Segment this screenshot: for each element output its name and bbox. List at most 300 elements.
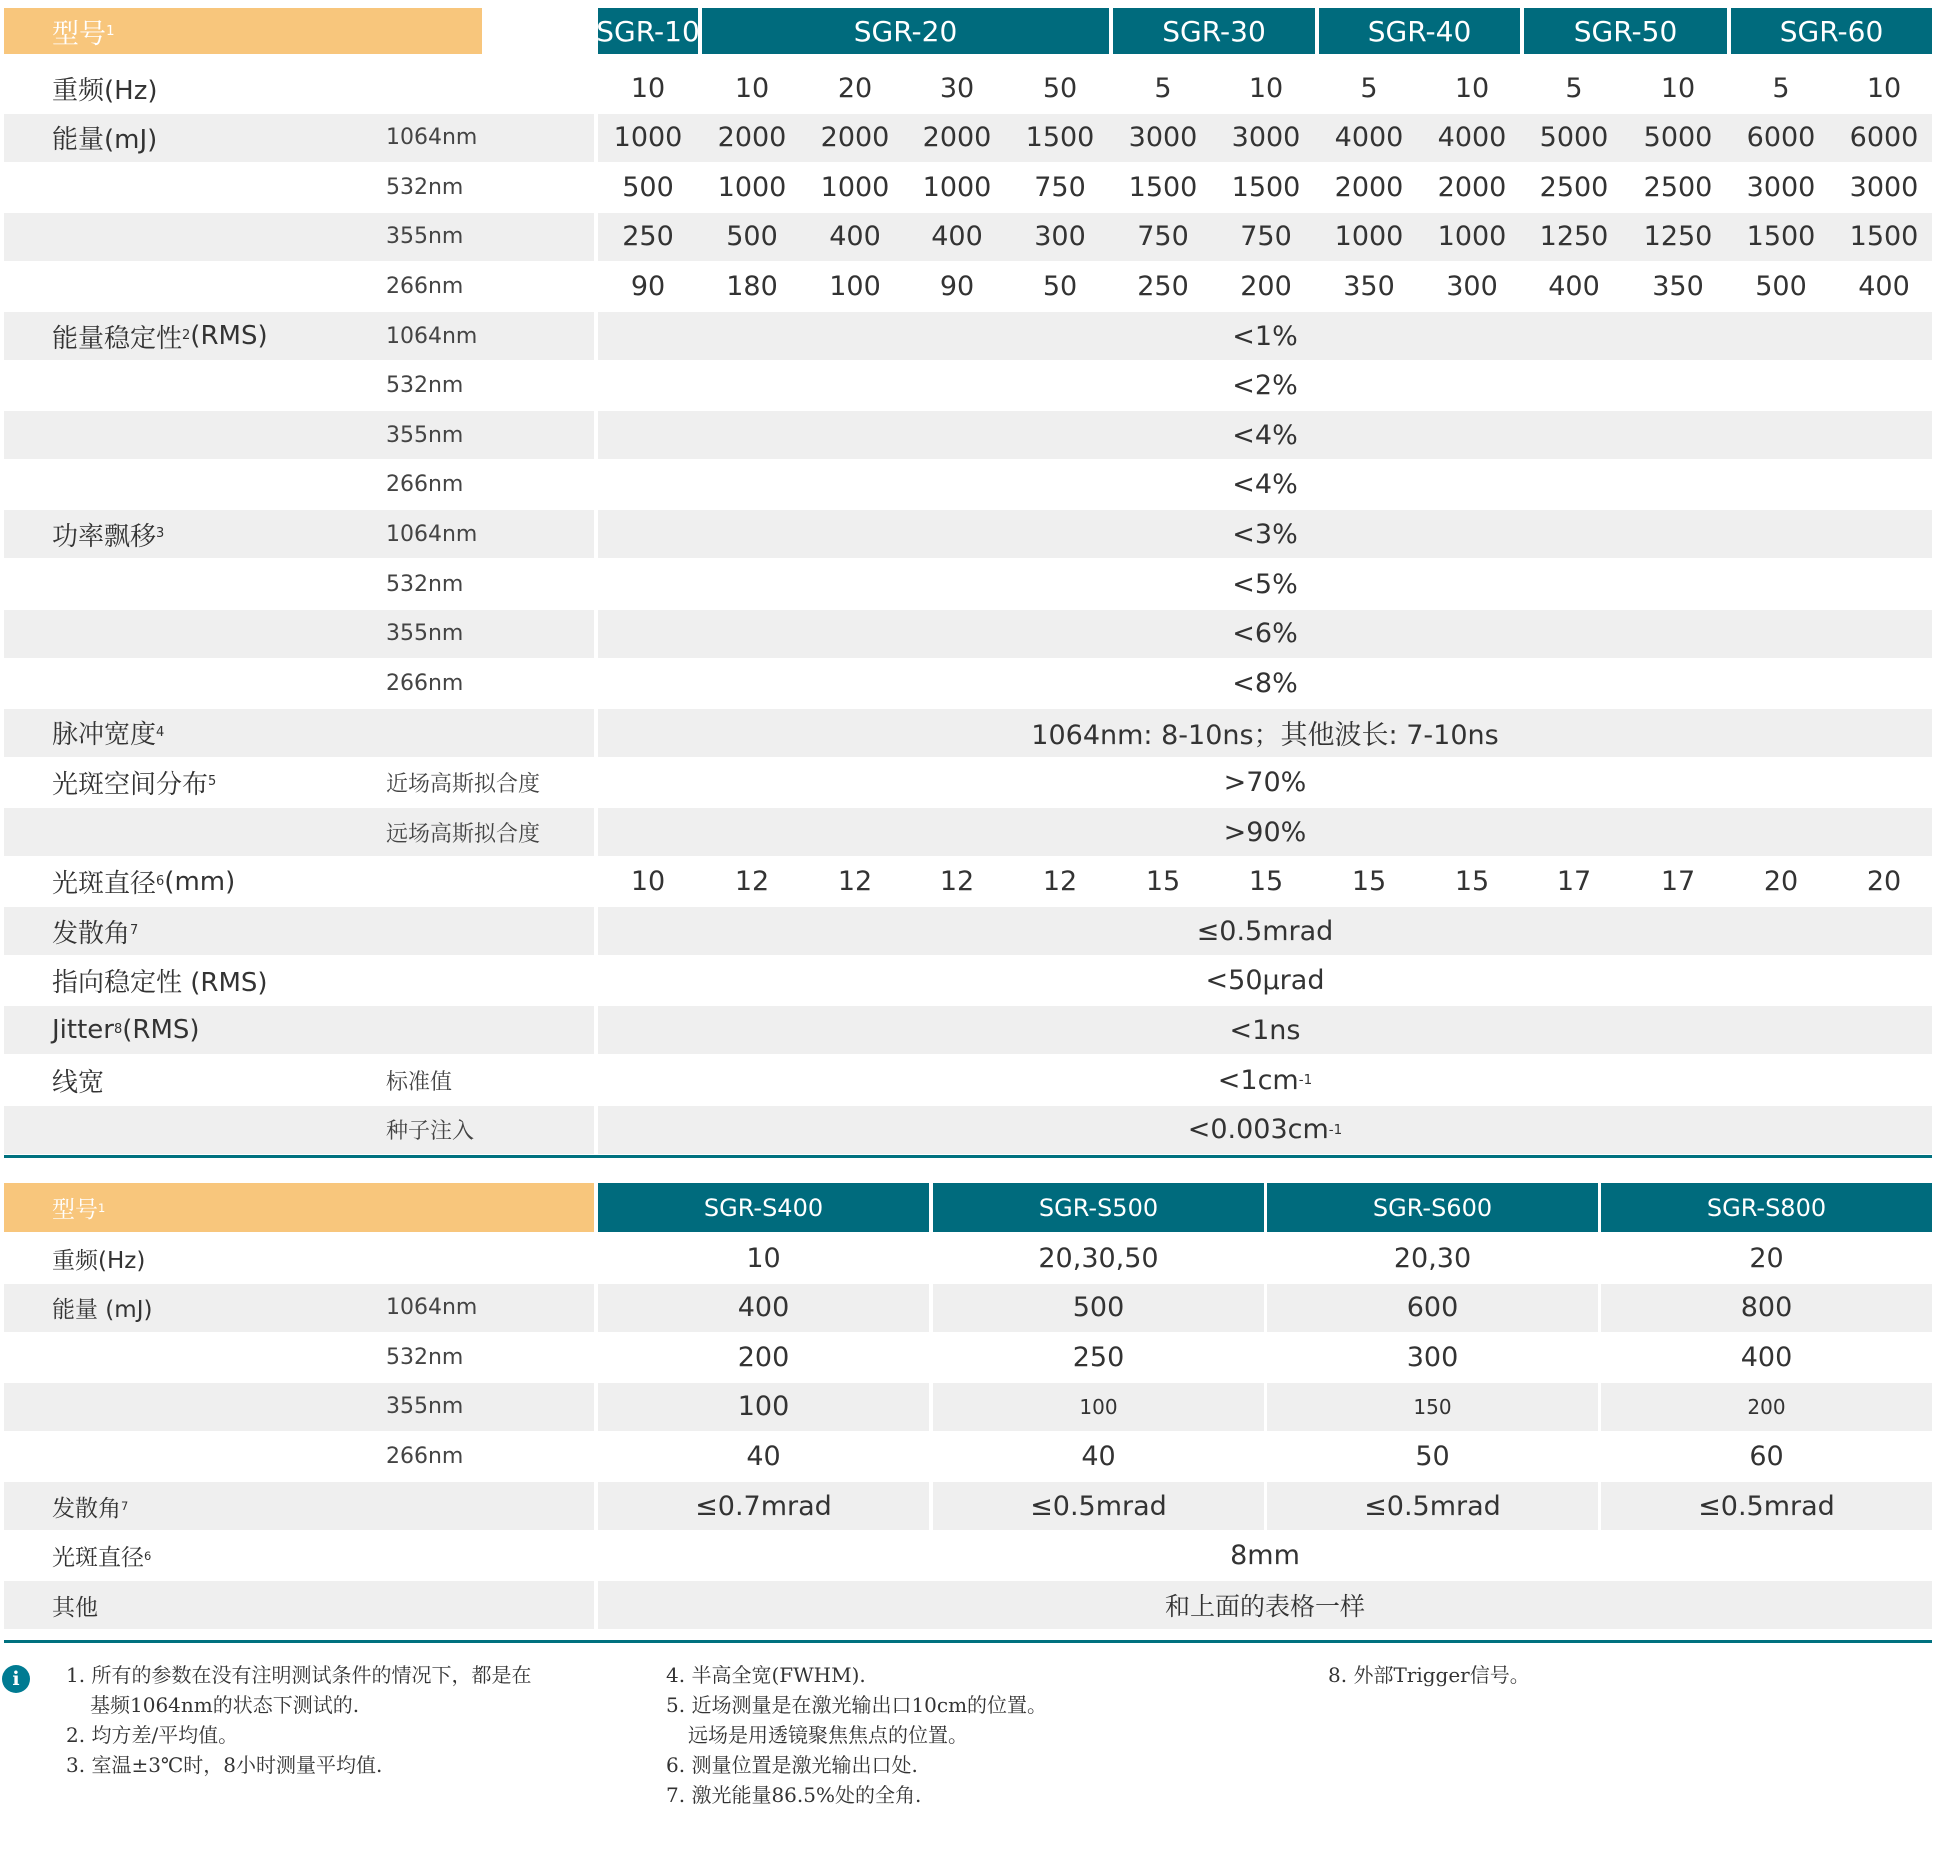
footnote-line: 5. 近场测量是在激光输出口10cm的位置。 [666, 1693, 1048, 1717]
value-cell [1267, 1234, 1598, 1282]
row-label-text: 重频(Hz) [52, 1247, 146, 1274]
row-label-text: 脉冲宽度 [52, 720, 157, 751]
value-text: 2000 [922, 122, 992, 154]
row-sublabel-text: 1064nm [386, 1295, 478, 1321]
value-cell [907, 64, 1007, 112]
value-text: 10 [630, 866, 666, 898]
value-cell [1267, 1333, 1598, 1381]
value-text: 250 [1072, 1341, 1125, 1373]
row-sublabel-text: 标准值 [386, 1069, 453, 1095]
value-cell [1319, 213, 1419, 261]
row-label: 功率飘移 3 [4, 510, 384, 558]
model-header-text: SGR-50 [1573, 14, 1678, 48]
row-label [4, 411, 384, 459]
row-label [4, 1333, 384, 1381]
span-value-cell [598, 957, 1932, 1005]
model-header-text: SGR-60 [1779, 14, 1884, 48]
value-text: 1500 [1849, 221, 1919, 253]
span-value-text: 和上面的表格一样 [1164, 1592, 1365, 1622]
span-value-text: 1064nm: 8-10ns；其他波长: 7-10ns [1031, 720, 1499, 752]
value-text: 500 [1755, 270, 1807, 302]
value-cell [1422, 163, 1522, 211]
footnote-line: 3. 室温±3℃时，8小时测量平均值. [66, 1753, 383, 1777]
value-text: 350 [1343, 270, 1395, 302]
value-cell [1834, 262, 1934, 310]
model-header-text: SGR-S600 [1372, 1193, 1493, 1222]
value-cell [1601, 1333, 1932, 1381]
row-sublabel-text: 266nm [386, 472, 464, 498]
row-label-text: 其他 [52, 1594, 98, 1621]
value-text: 12 [1042, 866, 1078, 898]
span-value-text: <4% [1232, 469, 1298, 501]
span-value-text: <1ns [1229, 1014, 1301, 1046]
value-text: 10 [1248, 72, 1284, 104]
value-text: 2000 [820, 122, 890, 154]
row-label-text: 能量稳定性 [52, 323, 183, 354]
row-label [4, 610, 384, 658]
row-label: 发散角 7 [4, 1482, 384, 1530]
value-text: 17 [1556, 866, 1592, 898]
value-text: 10 [734, 72, 770, 104]
value-text: 5 [1360, 72, 1378, 104]
row-sublabel [386, 114, 586, 162]
footnote-line: 7. 激光能量86.5%处的全角. [666, 1783, 922, 1807]
value-text: ≤0.5mrad [1030, 1490, 1167, 1522]
info-icon: i [2, 1665, 30, 1693]
value-text: 1500 [1746, 221, 1816, 253]
value-text: 200 [1747, 1394, 1786, 1419]
row-label-tail: (RMS) [122, 1015, 200, 1046]
value-text: 50 [1415, 1440, 1450, 1472]
value-text: 4000 [1334, 122, 1404, 154]
row-label-text: 线宽 [52, 1067, 105, 1098]
value-text: 20 [837, 72, 873, 104]
row-sublabel-text: 266nm [386, 1443, 464, 1469]
row-sublabel [386, 610, 586, 658]
value-cell [907, 114, 1007, 162]
row-label: 能量稳定性 2 (RMS) [4, 312, 384, 360]
value-text: 5 [1154, 72, 1172, 104]
row-label-text: 功率飘移 [52, 521, 157, 552]
value-cell [1216, 262, 1316, 310]
value-cell [1267, 1482, 1598, 1530]
value-text: 17 [1660, 866, 1696, 898]
value-text: 3000 [1746, 171, 1816, 203]
value-cell [907, 858, 1007, 906]
value-cell [933, 1432, 1264, 1480]
value-cell [805, 262, 905, 310]
footnote-line: 1. 所有的参数在没有注明测试条件的情况下，都是在 [66, 1663, 532, 1687]
value-text: 400 [829, 221, 881, 253]
value-text: 400 [1858, 270, 1910, 302]
row-label-text: 光斑空间分布 [52, 769, 209, 800]
row-label [4, 1383, 384, 1431]
row-sublabel [386, 808, 586, 856]
header-model-label: 型号 1 [4, 1183, 594, 1232]
value-cell [933, 1333, 1264, 1381]
value-cell [933, 1234, 1264, 1282]
value-cell [598, 213, 698, 261]
value-text: 1000 [613, 122, 683, 154]
footnote-line: 基频1064nm的状态下测试的. [90, 1693, 360, 1717]
value-text: 60 [1749, 1440, 1784, 1472]
row-sublabel-text: 355nm [386, 224, 464, 250]
span-value-cell [598, 560, 1932, 608]
header-model-text: 型号 [52, 18, 106, 50]
value-text: 300 [1034, 221, 1086, 253]
value-cell [1010, 858, 1110, 906]
row-sublabel-text: 355nm [386, 422, 464, 448]
model-header-text: SGR-S400 [703, 1193, 824, 1222]
value-text: 180 [726, 270, 778, 302]
value-cell [1216, 114, 1316, 162]
span-value-cell [598, 1532, 1932, 1580]
span-value-text: <1cm [1217, 1064, 1299, 1096]
span-value-text: <8% [1232, 667, 1298, 699]
value-text: 15 [1145, 866, 1181, 898]
row-label [4, 114, 384, 162]
span-value-cell [598, 362, 1932, 410]
row-label [4, 64, 384, 112]
value-cell [1731, 262, 1831, 310]
row-sublabel [386, 1284, 586, 1332]
value-cell [1524, 858, 1624, 906]
value-cell [1601, 1432, 1932, 1480]
value-text: 12 [939, 866, 975, 898]
value-cell [933, 1383, 1264, 1431]
row-sublabel [386, 461, 586, 509]
value-cell [907, 262, 1007, 310]
value-text: 3000 [1231, 122, 1301, 154]
value-cell [907, 163, 1007, 211]
row-sublabel-text: 532nm [386, 1344, 464, 1370]
value-cell [702, 858, 802, 906]
value-text: 2000 [1334, 171, 1404, 203]
span-value-cell [598, 907, 1932, 955]
value-cell [702, 262, 802, 310]
row-label [4, 362, 384, 410]
span-value-cell: <0.003cm -1 [1187, 1114, 1343, 1146]
row-sublabel-text: 355nm [386, 621, 464, 647]
value-text: 5 [1565, 72, 1583, 104]
value-cell [1267, 1432, 1598, 1480]
value-cell [1628, 213, 1728, 261]
span-value-cell [598, 510, 1932, 558]
row-sublabel [386, 1333, 586, 1381]
span-value-text: <4% [1232, 419, 1298, 451]
row-label-tail: (RMS) [190, 321, 268, 351]
value-cell [1524, 163, 1624, 211]
value-text: 20,30,50 [1038, 1242, 1159, 1274]
value-cell [1731, 213, 1831, 261]
value-text: 1000 [1334, 221, 1404, 253]
model-header-sgr-s800 [1601, 1183, 1932, 1232]
value-cell [598, 1383, 929, 1431]
value-cell [702, 213, 802, 261]
footnote-line: 2. 均方差/平均值。 [66, 1723, 239, 1747]
row-sublabel-text: 532nm [386, 174, 464, 200]
span-value-cell [598, 1581, 1932, 1629]
value-cell [805, 858, 905, 906]
value-cell [1601, 1284, 1932, 1332]
value-text: 500 [622, 171, 674, 203]
value-text: 100 [1079, 1394, 1118, 1419]
row-label [4, 659, 384, 707]
row-label-text: 光斑直径 [52, 869, 157, 900]
value-text: 750 [1240, 221, 1292, 253]
value-text: 20 [1763, 866, 1799, 898]
value-text: 400 [931, 221, 983, 253]
row-sublabel [386, 312, 586, 360]
value-cell [1010, 163, 1110, 211]
value-cell [1731, 114, 1831, 162]
value-text: 400 [1740, 1341, 1793, 1373]
row-sublabel [386, 659, 586, 707]
value-text: 150 [1413, 1394, 1452, 1419]
span-value-text: <6% [1232, 618, 1298, 650]
value-text: 250 [1137, 270, 1189, 302]
value-cell [805, 64, 905, 112]
row-label-text: 能量 (mJ) [52, 1297, 153, 1324]
value-cell [1113, 64, 1213, 112]
value-cell [1524, 213, 1624, 261]
row-label-text: 重频(Hz) [52, 75, 158, 106]
span-value-text: ≤0.5mrad [1196, 915, 1334, 947]
value-text: 10 [746, 1242, 781, 1274]
value-cell [933, 1284, 1264, 1332]
row-sublabel [386, 163, 586, 211]
row-sublabel-text: 远场高斯拟合度 [386, 821, 541, 847]
value-cell [1319, 64, 1419, 112]
value-cell [1834, 163, 1934, 211]
span-value-text: >70% [1223, 766, 1307, 798]
value-text: 10 [1866, 72, 1902, 104]
value-cell [1113, 163, 1213, 211]
row-label [4, 808, 384, 856]
model-header-sgr-s500 [933, 1183, 1264, 1232]
value-text: 20 [1749, 1242, 1784, 1274]
row-sublabel [386, 1106, 586, 1154]
row-sublabel [386, 1383, 586, 1431]
value-cell [1113, 114, 1213, 162]
row-sublabel [386, 411, 586, 459]
value-cell [1731, 163, 1831, 211]
span-value-text: <3% [1232, 518, 1298, 550]
value-cell [1422, 114, 1522, 162]
value-text: 600 [1406, 1292, 1459, 1324]
value-cell [598, 262, 698, 310]
row-label [4, 461, 384, 509]
value-cell [805, 163, 905, 211]
row-label [4, 213, 384, 261]
value-text: 6000 [1746, 122, 1816, 154]
value-cell [1216, 64, 1316, 112]
value-text: 90 [630, 270, 666, 302]
value-cell [598, 1482, 929, 1530]
row-sublabel-text: 266nm [386, 273, 464, 299]
row-label: 脉冲宽度 4 [4, 709, 384, 757]
value-cell [598, 1234, 929, 1282]
value-cell [1010, 64, 1110, 112]
span-value-text: <50μrad [1205, 965, 1325, 997]
value-cell [1267, 1284, 1598, 1332]
row-sublabel-text: 1064nm [386, 125, 478, 151]
value-cell [907, 213, 1007, 261]
value-text: 1000 [1437, 221, 1507, 253]
model-header-sgr-10 [598, 8, 698, 54]
value-cell [1113, 213, 1213, 261]
value-cell [1601, 1234, 1932, 1282]
span-value-cell [598, 610, 1932, 658]
value-text: 200 [1240, 270, 1292, 302]
row-sublabel-text: 532nm [386, 571, 464, 597]
value-cell [1422, 858, 1522, 906]
value-cell [805, 114, 905, 162]
value-text: 2000 [1437, 171, 1507, 203]
value-cell [1524, 64, 1624, 112]
row-label [4, 1432, 384, 1480]
footnote-line: 8. 外部Trigger信号。 [1328, 1663, 1530, 1687]
value-cell [805, 213, 905, 261]
value-cell [1422, 262, 1522, 310]
row-label: 光斑空间分布 5 [4, 758, 384, 806]
value-cell [1524, 262, 1624, 310]
value-text: 1250 [1643, 221, 1713, 253]
value-cell [598, 1333, 929, 1381]
value-cell [598, 64, 698, 112]
value-cell [598, 1284, 929, 1332]
value-cell [1422, 213, 1522, 261]
value-cell [702, 163, 802, 211]
value-text: 100 [737, 1391, 790, 1423]
value-text: 750 [1137, 221, 1189, 253]
value-text: 2500 [1643, 171, 1713, 203]
header-model-label: 型号 1 [4, 8, 482, 54]
value-text: 800 [1740, 1292, 1793, 1324]
model-header-sgr-50 [1524, 8, 1727, 54]
row-sublabel [386, 560, 586, 608]
footnote-line: 4. 半高全宽(FWHM). [666, 1663, 866, 1687]
value-cell [1524, 114, 1624, 162]
row-label-text: 发散角 [52, 918, 131, 949]
value-cell [1834, 64, 1934, 112]
value-cell [1834, 114, 1934, 162]
span-value-cell [598, 312, 1932, 360]
value-cell [702, 64, 802, 112]
row-sublabel [386, 213, 586, 261]
row-sublabel [386, 758, 586, 806]
model-header-text: SGR-S800 [1706, 1193, 1827, 1222]
row-sublabel [386, 1432, 586, 1480]
value-text: 5000 [1539, 122, 1609, 154]
value-cell [702, 114, 802, 162]
value-cell [1319, 163, 1419, 211]
value-cell [1319, 114, 1419, 162]
row-label [4, 163, 384, 211]
value-cell [1731, 64, 1831, 112]
value-cell [1216, 858, 1316, 906]
span-value-text: <1% [1232, 320, 1298, 352]
value-text: 350 [1652, 270, 1704, 302]
value-text: 1500 [1231, 171, 1301, 203]
value-text: 500 [726, 221, 778, 253]
value-text: 250 [622, 221, 674, 253]
value-text: 5000 [1643, 122, 1713, 154]
divider-rule [4, 1155, 1932, 1158]
value-text: 1250 [1539, 221, 1609, 253]
span-value-cell: <1cm -1 [1217, 1064, 1313, 1096]
value-cell [1010, 213, 1110, 261]
row-sublabel [386, 362, 586, 410]
value-text: 4000 [1437, 122, 1507, 154]
model-header-sgr-60 [1731, 8, 1932, 54]
span-value-cell [598, 659, 1932, 707]
value-cell [1216, 213, 1316, 261]
model-header-sgr-s400 [598, 1183, 929, 1232]
value-cell [1628, 163, 1728, 211]
row-sublabel [386, 262, 586, 310]
value-cell [1113, 858, 1213, 906]
value-text: 500 [1072, 1292, 1125, 1324]
value-text: 12 [837, 866, 873, 898]
model-header-sgr-40 [1319, 8, 1520, 54]
row-sublabel-text: 1064nm [386, 323, 478, 349]
value-cell [1628, 64, 1728, 112]
value-text: 1000 [922, 171, 992, 203]
row-label-text: 指向稳定性 (RMS) [52, 968, 268, 999]
value-text: 3000 [1128, 122, 1198, 154]
span-value-text: 8mm [1230, 1540, 1300, 1572]
value-text: 300 [1406, 1341, 1459, 1373]
value-cell [598, 163, 698, 211]
value-text: 10 [630, 72, 666, 104]
value-cell [598, 858, 698, 906]
row-sublabel-text: 1064nm [386, 521, 478, 547]
value-text: 30 [939, 72, 975, 104]
value-text: 300 [1446, 270, 1498, 302]
value-text: 1500 [1128, 171, 1198, 203]
value-cell [1628, 858, 1728, 906]
span-value-cell [598, 709, 1932, 757]
value-text: 10 [1660, 72, 1696, 104]
row-label: 光斑直径 6 [4, 1532, 384, 1580]
row-label: 发散角 7 [4, 907, 384, 955]
row-label [4, 560, 384, 608]
row-sublabel-text: 近场高斯拟合度 [386, 771, 541, 797]
value-text: 400 [1548, 270, 1600, 302]
value-text: ≤0.7mrad [695, 1490, 832, 1522]
row-label: 光斑直径 6 (mm) [4, 858, 384, 906]
row-label-text: 光斑直径 [52, 1545, 144, 1572]
span-value-cell [598, 808, 1932, 856]
value-text: 50 [1042, 270, 1078, 302]
model-header-sgr-s600 [1267, 1183, 1598, 1232]
value-text: 12 [734, 866, 770, 898]
row-label-tail: (mm) [164, 866, 236, 897]
row-sublabel-text: 266nm [386, 670, 464, 696]
row-sublabel-text: 种子注入 [386, 1119, 475, 1145]
value-text: 100 [829, 270, 881, 302]
row-label-text: 能量(mJ) [52, 125, 158, 156]
value-cell [1010, 114, 1110, 162]
row-label: Jitter 8 (RMS) [52, 1015, 200, 1046]
value-text: 2500 [1539, 171, 1609, 203]
footnote-line: 6. 测量位置是激光输出口处. [666, 1753, 918, 1777]
row-sublabel-text: 532nm [386, 373, 464, 399]
value-text: 40 [1081, 1440, 1116, 1472]
model-header-sgr-30 [1113, 8, 1315, 54]
value-text: 10 [1454, 72, 1490, 104]
